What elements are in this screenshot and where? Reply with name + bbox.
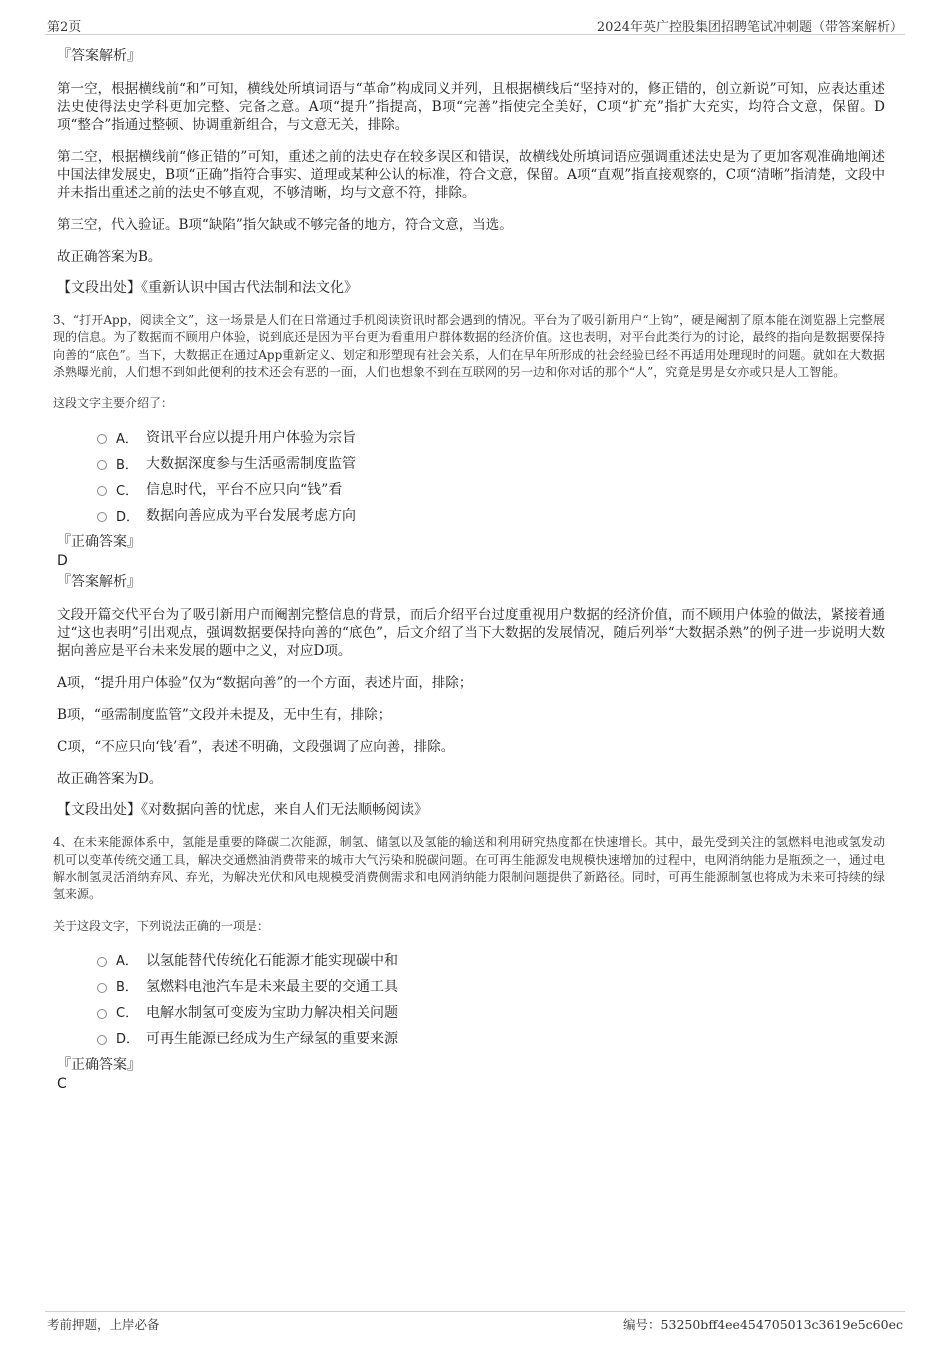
option-b[interactable]: B． 大数据深度参与生活亟需制度监管 (97, 450, 885, 476)
analysis-label: 『答案解析』 (57, 574, 141, 591)
radio-button-icon[interactable] (97, 512, 107, 522)
analysis-paragraph: 第一空，根据横线前“和”可知，横线处所填词语与“革命”构成同义并列，且根据横线后“坚持对的，修正错的，创立新说”可知，应表达重述法史使得法史学科更加完整、完备之意。A项“提升”指提高，B项“完善”指使完全美好，C项“扩充”指扩大充实，均符合文意，保留。D项“整合”指通过整顿、协调重新组合，与文意无关，排除。 (57, 81, 885, 133)
option-text: 以氢能替代传统化石能源才能实现碳中和 (146, 952, 398, 969)
option-text: 可再生能源已经成为生产绿氢的重要来源 (146, 1030, 398, 1047)
question-3-prompt: 这段文字主要介绍了： (53, 396, 174, 411)
radio-button-icon[interactable] (97, 1009, 107, 1019)
radio-button-icon[interactable] (97, 486, 107, 496)
passage-source: 【文段出处】《对数据向善的忧虑，来自人们无法顺畅阅读》 (57, 802, 428, 819)
analysis-conclusion: 故正确答案为D。 (57, 771, 163, 788)
option-a[interactable]: A． 以氢能替代传统化石能源才能实现碳中和 (97, 947, 885, 973)
analysis-paragraph: 文段开篇交代平台为了吸引新用户而阉割完整信息的背景，而后介绍平台过度重视用户数据的经济价值，而不顾用户体验的做法，紧接着通过“这也表明”引出观点，强调数据要保持向善的“底色”，后文介绍了当下大数据的发展情况，随后列举“大数据杀熟”的例子进一步说明大数据向善应是平台未来发展的题中之义，对应D项。 (57, 607, 885, 660)
page-footer (45, 1311, 905, 1336)
analysis-paragraph: 第三空，代入验证。B项“缺陷”指欠缺或不够完备的地方，符合文意，当选。 (57, 217, 513, 233)
page-content (53, 46, 885, 1093)
option-text: 信息时代，平台不应只向“钱”看 (146, 482, 343, 499)
radio-button-icon[interactable] (97, 957, 107, 967)
question-4-text: 4、在未来能源体系中，氢能是重要的降碳二次能源，制氢、储氢以及氢能的输送和利用研究热度都在快速增长。其中，最先受到关注的氢燃料电池或氢发动机可以变革传统交通工具，解决交通燃油消费带来的城市大气污染和脱碳问题。在可再生能源发电规模快速增加的过程中，电网消纳能力是瓶颈之一，通过电解水制氢灵活消纳弃风、弃光，为解决光伏和风电规模受消费侧需求和电网消纳能力限制问题提供了新路径。同时，可再生能源制氢也将成为未来可持续的绿氢来源。 (53, 835, 885, 902)
option-d[interactable]: D． 数据向善应成为平台发展考虑方向 (97, 502, 885, 528)
question-4-options (97, 947, 885, 1051)
radio-button-icon[interactable] (97, 983, 107, 993)
question-4-prompt: 关于这段文字，下列说法正确的一项是： (53, 918, 270, 933)
page-header (45, 14, 905, 35)
option-text: 资讯平台应以提升用户体验为宗旨 (146, 430, 356, 447)
analysis-label: 『答案解析』 (57, 48, 141, 64)
document-id: 编号：53250bff4ee454705013c3619e5c60ec (623, 1317, 903, 1332)
correct-answer-label: 『正确答案』 (57, 1056, 141, 1073)
option-text: 电解水制氢可变废为宝助力解决相关问题 (146, 1004, 398, 1021)
radio-button-icon[interactable] (97, 1035, 107, 1045)
option-c[interactable]: C． 电解水制氢可变废为宝助力解决相关问题 (97, 999, 885, 1025)
option-a[interactable]: A． 资讯平台应以提升用户体验为宗旨 (97, 424, 885, 450)
correct-answer-label: 『正确答案』 (57, 534, 141, 551)
correct-answer: D (57, 553, 68, 570)
option-text: 大数据深度参与生活亟需制度监管 (146, 456, 356, 473)
question-3-options (97, 424, 885, 528)
analysis-paragraph: 第二空，根据横线前“修正错的”可知，重述之前的法史存在较多误区和错误，故横线处所填词语应强调重述法史是为了更加客观准确地阐述中国法律发展史，B项“正确”指符合事实、道理或某种公认的标准，符合文意，保留。A项“直观”指直接观察的，C项“清晰”指清楚，文段中并未指出重述之前的法史不够直观，不够清晰，均与文意不符，排除。 (57, 149, 885, 201)
radio-button-icon[interactable] (97, 434, 107, 444)
option-c[interactable]: C． 信息时代，平台不应只向“钱”看 (97, 476, 885, 502)
analysis-paragraph: C项，“不应只向‘钱’看”，表述不明确，文段强调了应向善，排除。 (57, 739, 455, 756)
footer-slogan: 考前押题，上岸必备 (47, 1317, 160, 1332)
option-text: 数据向善应成为平台发展考虑方向 (146, 508, 356, 525)
correct-answer: C (57, 1075, 67, 1092)
passage-source: 【文段出处】《重新认识中国古代法制和法文化》 (57, 280, 358, 296)
analysis-paragraph: A项，“提升用户体验”仅为“数据向善”的一个方面，表述片面，排除； (57, 675, 473, 692)
analysis-conclusion: 故正确答案为B。 (57, 249, 162, 265)
question-3-text: 3、“打开App，阅读全文”，这一场景是人们在日常通过手机阅读资讯时都会遇到的情况。平台为了吸引新用户“上钩”，硬是阉割了原本能在浏览器上完整展现的信息。为了数据而不顾用户体验，说到底还是因为平台更为看重用户群体数据的经济价值。这也表明，对平台此类行为的讨论，最终的指向是数据要保持向善的“底色”。当下，大数据正在通过App重新定义、划定和形塑现有社会关系，人们在早年所形成的社会经验已经不再适用处理现时的问题。就如在大数据杀熟曝光前，人们想不到如此便利的技术还会有恶的一面，人们也想象不到在互联网的另一边和你对话的那个“人”，究竟是男是女亦或只是人工智能。 (53, 313, 885, 379)
radio-button-icon[interactable] (97, 460, 107, 470)
page-number: 第2页 (47, 20, 82, 35)
option-d[interactable]: D． 可再生能源已经成为生产绿氢的重要来源 (97, 1025, 885, 1051)
document-title: 2024年英广控股集团招聘笔试冲刺题（带答案解析） (596, 20, 903, 35)
analysis-paragraph: B项，“亟需制度监管”文段并未提及，无中生有，排除； (57, 707, 392, 724)
option-b[interactable]: B． 氢燃料电池汽车是未来最主要的交通工具 (97, 973, 885, 999)
option-text: 氢燃料电池汽车是未来最主要的交通工具 (146, 978, 398, 995)
